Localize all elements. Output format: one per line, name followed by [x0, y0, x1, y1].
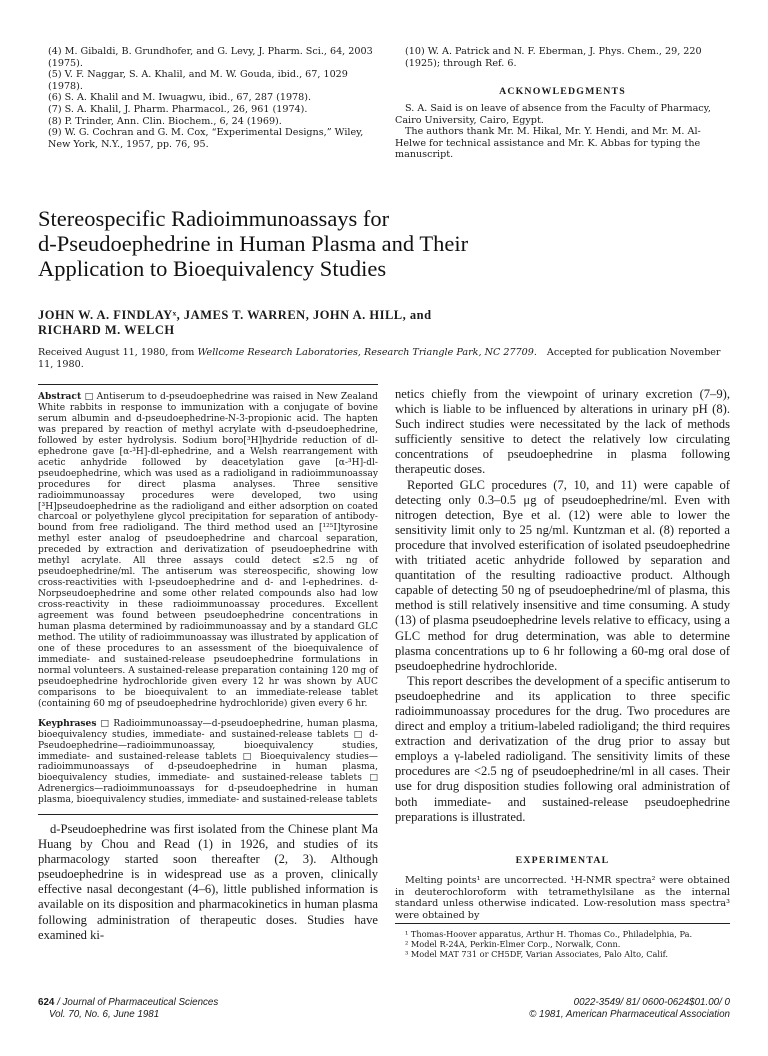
- article-code: 0022-3549/ 81/ 0600-0624$01.00/ 0: [573, 997, 730, 1008]
- keyphrases-label: Keyphrases □: [38, 717, 110, 729]
- page-number: 624: [38, 997, 55, 1008]
- reference-8: (8) P. Trinder, Ann. Clin. Biochem., 6, 24 (1969).: [48, 115, 282, 127]
- received-affiliation: Wellcome Research Laboratories, Research Triangle Park, NC 27709.: [197, 347, 537, 358]
- abstract: [38, 392, 378, 806]
- abstract-top-rule: [38, 384, 378, 385]
- author-list: [38, 308, 728, 338]
- footer-left: [38, 997, 378, 1021]
- title-line-1: Stereospecific Radioimmunoassays for: [38, 206, 390, 231]
- copyright-notice: © 1981, American Pharmaceutical Association: [529, 1009, 730, 1020]
- received-info: [38, 347, 738, 370]
- experimental-body: [395, 875, 730, 921]
- footnote-1: ¹ Thomas-Hoover apparatus, Arthur H. Thomas Co., Philadelphia, Pa.: [405, 929, 693, 939]
- footnote-rule: [395, 923, 730, 924]
- reference-9: (9) W. G. Cochran and G. M. Cox, “Experimental Designs,” Wiley, New York, N.Y., 1957, pp. 76, 95.: [48, 127, 364, 150]
- abstract-label: Abstract □: [38, 391, 94, 402]
- acknowledgments-body: [395, 103, 730, 161]
- title-line-3: Application to Bioequivalency Studies: [38, 256, 387, 281]
- references-right: [395, 46, 730, 69]
- reference-10: (10) W. A. Patrick and N. F. Eberman, J. Phys. Chem., 29, 220 (1925); through Ref. 6.: [405, 46, 702, 69]
- received-date-2: 11, 1980.: [38, 358, 84, 370]
- article-title: [38, 206, 728, 281]
- reference-6: (6) S. A. Khalil and M. Iwuagwu, ibid., 67, 287 (1978).: [48, 92, 312, 104]
- abstract-bottom-rule: [38, 814, 378, 815]
- intro-paragraph-3: This report describes the development of a specific antiserum to pseudoephedrine and its application to three specific radioimmunoassay procedures for the drug. Two procedures are direct and employ a tritium-labeled radioligand; the third requires extraction and derivatization of the drug prior to assay but employs a γ-labeled radioligand. The sensitivity limits of these procedures are <2.5 ng of pseudoephedrine/ml in all cases. Their use for drug disposition studies following oral administration of both immediate- and sustained-release pseudoephedrine preparations is illustrated.: [395, 673, 730, 824]
- intro-right-column: [395, 387, 730, 825]
- footer-right: [395, 997, 730, 1021]
- references-left: [38, 46, 378, 150]
- accepted-text: Accepted for publication November: [546, 347, 721, 358]
- reference-7: (7) S. A. Khalil, J. Pharm. Pharmacol., 26, 961 (1974).: [48, 103, 308, 115]
- received-prefix: Received August 11, 1980, from: [38, 347, 198, 358]
- reference-5: (5) V. F. Naggar, S. A. Khalil, and M. W. Gouda, ibid., 67, 1029 (1978).: [48, 69, 348, 92]
- footnote-2: ² Model R-24A, Perkin-Elmer Corp., Norwalk, Conn.: [405, 939, 621, 949]
- authors-line-1: JOHN W. A. FINDLAYˣ, JAMES T. WARREN, JOHN A. HILL, and: [38, 308, 432, 322]
- abstract-text: Antiserum to d-pseudoephedrine was raised in New Zealand White rabbits in response to immunization with a conjugate of bovine serum albumin and d-pseudoephedrine-N-3-propionic acid. The hapten was prepared by reaction of methyl acrylate with d-pseudoephedrine, followed by ester hydrolysis. Sodium boro[³H]hydride reduction of dl-ephedrone gave [α-³H]-dl-ephedrine, and a Welsh rearrangement with acetic anhydride followed by deacetylation gave [α-³H]-dl-pseudoephedrine, which was used as a radioligand in radioimmunoassay procedures for direct plasma analyses. Three sensitive radioimmunoassay procedures were developed, two using [³H]pseudoephedrine as the radioligand and either adsorption on coated charcoal or polyethylene glycol precipitation for separation of antibody-bound from free radioligand. The third method used an [¹²⁵I]tyrosine methyl ester analog of pseudoephedrine and charcoal separation, preceded by extraction and derivatization of pseudoephedrine with methyl acrylate. All three assays could detect ≤2.5 ng of pseudoephedrine/ml. The antiserum was stereospecific, showing low cross-reactivities with l-pseudoephedrine and d- and l-ephedrines. d-Norpseudoephedrine and some other related compounds also had low cross-reactivity in these radioimmunoassay procedures. Excellent agreement was found between pseudoephedrine concentrations in human plasma determined by radioimmunoassay and by a standard GLC method. The utility of radioimmunoassay was illustrated by application of one of these procedures to an assessment of the bioequivalence of immediate- and sustained-release pseudoephedrine formulations in normal volunteers. A sustained-release preparation containing 120 mg of pseudoephedrine hydrochloride given every 12 hr was shown by AUC comparisons to be bioequivalent to an immediate-release tablet (containing 60 mg of pseudoephedrine hydrochloride) given every 6 hr.: [38, 392, 379, 709]
- intro-paragraph-1: d-Pseudoephedrine was first isolated from the Chinese plant Ma Huang by Chou and Read (1) in 1926, and studies of its pharmacology started soon thereafter (2, 3). Although pseudoephedrine is in widespread use as a proven, clinically effective nasal decongestant (4–6), little published information is available on its disposition and pharmacokinetics in human plasma following administration of therapeutic doses. Studies have examined ki-: [38, 822, 378, 942]
- journal-name: / Journal of Pharmaceutical Sciences: [54, 997, 219, 1008]
- experimental-heading: EXPERIMENTAL: [515, 855, 610, 866]
- footnote-3: ³ Model MAT 731 or CH5DF, Varian Associates, Palo Alto, Calif.: [405, 949, 668, 959]
- acknowledgments-para-1: S. A. Said is on leave of absence from the Faculty of Pharmacy, Cairo University, Cairo, Egypt.: [395, 103, 711, 126]
- experimental-text: Melting points¹ are uncorrected. ¹H-NMR spectra² were obtained in deuterochloroform with tetramethylsilane as the internal standard unless otherwise indicated. Low-resolution mass spectra³ were obtained by: [395, 875, 730, 921]
- acknowledgments-para-2: The authors thank Mr. M. Hikal, Mr. Y. Hendi, and Mr. M. Al-Helwe for technical assistance and Mr. K. Abbas for typing the manuscript.: [395, 126, 701, 161]
- journal-volume: Vol. 70, No. 6, June 1981: [49, 1009, 160, 1020]
- intro-left-column: [38, 822, 378, 943]
- acknowledgments-heading: ACKNOWLEDGMENTS: [499, 86, 626, 97]
- keyphrases-text: Radioimmunoassay—d-pseudoephedrine, human plasma, bioequivalency studies, immediate- and sustained-release tablets □ d-Pseudoephedrine—radioimmunoassay, bioequivalency studies, immediate- and sustained-release tablets □ Bioequivalency studies—radioimmunoassays of d-pseudoephedrine in human plasma, bioequivalency studies, immediate- and sustained-release tablets □ Adrenergics—radioimmunoassays for d-pseudoephedrine in human plasma, bioequivalency studies, immediate- and sustained-release tablets: [38, 718, 378, 806]
- authors-line-2: RICHARD M. WELCH: [38, 323, 175, 337]
- reference-4: (4) M. Gibaldi, B. Grundhofer, and G. Levy, J. Pharm. Sci., 64, 2003 (1975).: [48, 46, 373, 69]
- footnotes: [405, 929, 735, 959]
- intro-paragraph-continued: netics chiefly from the viewpoint of urinary excretion (7–9), which is liable to be influenced by alterations in urinary pH (8). Such indirect studies were necessitated by the lack of methods sufficiently sensitive to detect the relatively low circulating concentrations of pseudoephedrine in plasma following therapeutic doses.: [395, 387, 730, 477]
- title-line-2: d-Pseudoephedrine in Human Plasma and Their: [38, 231, 469, 256]
- intro-paragraph-2: Reported GLC procedures (7, 10, and 11) were capable of detecting only 0.3–0.5 μg of pseudoephedrine/ml. Even with nitrogen detection, Bye et al. (12) were able to lower the sensitivity limit only to 25 ng/ml. Kuntzman et al. (8) reported a procedure that involved esterification of isolated pseudoephedrine with tritiated acetic anhydride followed by separation and quantitation of the resulting radioactive product. Although capable of detecting 50 ng of pseudoephedrine/ml of plasma, this method is still relatively insensitive and time consuming. A study (13) of plasma pseudoephedrine levels relative to efficacy, using a GLC method for drug determination, was able to determine plasma concentrations up to 6 hr following a 60-mg oral dose of pseudoephedrine hydrochloride.: [395, 477, 730, 673]
